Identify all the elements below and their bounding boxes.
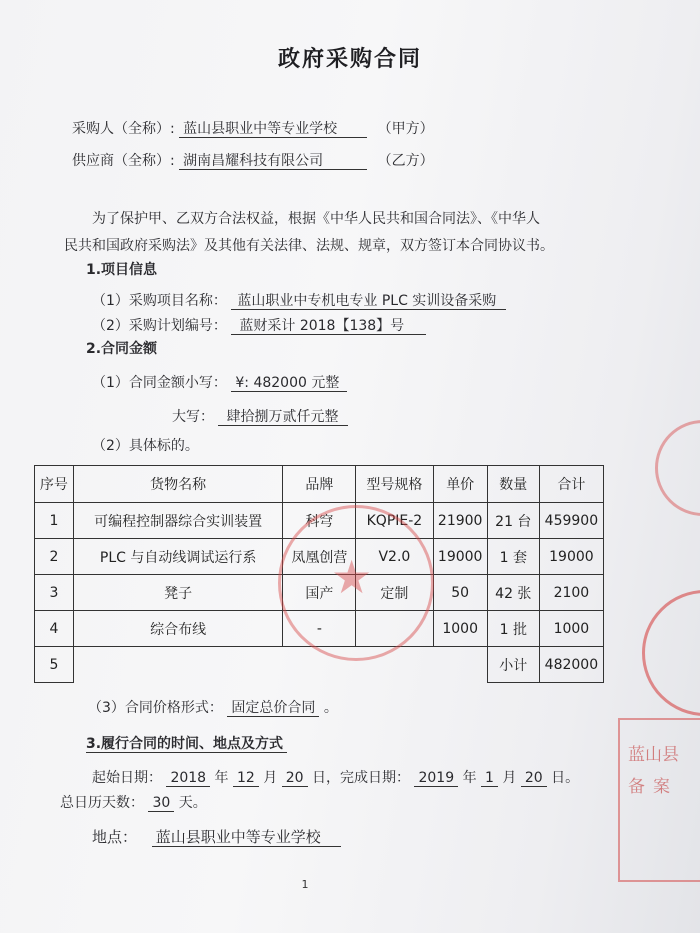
header-cell: 品牌: [283, 466, 356, 503]
price-form-end: 。: [323, 700, 338, 716]
table-cell: 21900: [433, 503, 487, 539]
project-name-value: 蓝山职业中专机电专业 PLC 实训设备采购: [231, 293, 506, 310]
supplier-label: 供应商（全称）:: [72, 153, 175, 169]
table-cell: 19000: [539, 539, 603, 575]
plan-number-label: （2）采购计划编号：: [92, 318, 227, 334]
table-cell: 459900: [539, 503, 603, 539]
table-cell: 3: [35, 575, 74, 611]
supplier-line: [72, 150, 434, 170]
header-cell: 合计: [539, 466, 603, 503]
table-header-row: [35, 466, 604, 503]
end-year: 2019: [414, 770, 458, 787]
header-cell: 数量: [487, 466, 539, 503]
start-day: 20: [282, 770, 308, 787]
table-cell: 2: [35, 539, 74, 575]
buyer-name: 蓝山县职业中等专业学校: [179, 121, 367, 138]
subtotal-value: 482000: [539, 647, 603, 683]
table-cell: 1000: [433, 611, 487, 647]
table-cell: -: [283, 611, 356, 647]
header-cell: 序号: [35, 466, 74, 503]
header-cell: 型号规格: [356, 466, 433, 503]
start-month: 12: [233, 770, 259, 787]
filing-stamp-line-2: 备案: [628, 777, 678, 797]
amount-big-line: [172, 406, 348, 426]
buyer-line: [72, 118, 434, 138]
project-name-line: [92, 290, 506, 310]
intro-line-1: 为了保护甲、乙双方合法权益，根据《中华人民共和国合同法》、《中华人: [92, 211, 540, 227]
start-month-unit: 月: [263, 770, 278, 786]
company-seal: [278, 505, 434, 661]
table-cell: 可编程控制器综合实训装置: [73, 503, 283, 539]
end-day-unit: 日。: [551, 770, 580, 786]
amount-small-label: （1）合同金额小写：: [92, 375, 227, 391]
supplier-name: 湖南昌耀科技有限公司: [179, 153, 367, 170]
table-cell: 4: [35, 611, 74, 647]
total-days-line: [60, 792, 207, 812]
table-cell: 1 批: [487, 611, 539, 647]
section-2-heading: 2.合同金额: [86, 341, 158, 357]
plan-number-line: [92, 315, 426, 335]
header-cell: 单价: [433, 466, 487, 503]
document-title: 政府采购合同: [277, 47, 422, 72]
header-cell: 货物名称: [73, 466, 283, 503]
end-month: 1: [481, 770, 498, 787]
page-number: 1: [301, 878, 309, 891]
table-cell: 2100: [539, 575, 603, 611]
amount-big-value: 肆拾捌万贰仟元整: [218, 409, 348, 426]
detail-label: （2）具体标的。: [92, 438, 199, 454]
place-value: 蓝山县职业中等专业学校: [152, 828, 341, 847]
table-cell: 定制: [356, 575, 433, 611]
table-cell: 21 台: [487, 503, 539, 539]
table-cell: 5: [35, 647, 74, 683]
table-cell: V2.0: [356, 539, 433, 575]
table-cell: 综合布线: [73, 611, 283, 647]
place-line: [92, 826, 341, 847]
dates-line: [92, 767, 579, 787]
start-day-unit: 日，完成日期：: [312, 770, 411, 786]
start-year: 2018: [166, 770, 210, 787]
subtotal-label: 小计: [487, 647, 539, 683]
total-days-unit: 天。: [178, 795, 207, 811]
total-days-value: 30: [148, 795, 174, 812]
price-form-line: [88, 697, 338, 717]
table-cell: 1: [35, 503, 74, 539]
section-1-heading: 1.项目信息: [86, 262, 158, 278]
table-cell: 19000: [433, 539, 487, 575]
price-form-label: （3）合同价格形式：: [88, 700, 223, 716]
end-year-unit: 年: [462, 770, 477, 786]
seal-star-icon: ★: [331, 550, 373, 604]
plan-number-value: 蓝财采计 2018【138】号: [231, 318, 426, 335]
buyer-label: 采购人（全称）:: [72, 121, 175, 137]
table-cell: 凤凰创营: [283, 539, 356, 575]
table-cell: 42 张: [487, 575, 539, 611]
project-name-label: （1）采购项目名称：: [92, 293, 227, 309]
supplier-role: （乙方）: [377, 153, 434, 169]
price-form-value: 固定总价合同: [227, 700, 319, 717]
amount-small-line: [92, 372, 347, 392]
filing-stamp: [618, 718, 700, 882]
section-3-heading-text: 3.履行合同的时间、地点及方式: [86, 736, 287, 753]
table-cell: 国产: [283, 575, 356, 611]
table-cell-empty: [73, 647, 487, 683]
total-days-label: 总日历天数：: [60, 795, 144, 811]
end-month-unit: 月: [502, 770, 517, 786]
start-year-unit: 年: [214, 770, 229, 786]
section-3-heading: [86, 733, 287, 753]
table-cell: 1000: [539, 611, 603, 647]
start-label: 起始日期：: [92, 770, 162, 786]
table-cell: KQPIE-2: [356, 503, 433, 539]
buyer-role: （甲方）: [377, 121, 434, 137]
intro-line-2: 民共和国政府采购法》及其他有关法律、法规、规章，双方签订本合同协议书。: [64, 238, 554, 254]
end-day: 20: [521, 770, 547, 787]
table-cell: 凳子: [73, 575, 283, 611]
table-cell: 50: [433, 575, 487, 611]
amount-small-value: ¥: 482000 元整: [231, 375, 347, 392]
filing-stamp-line-1: 蓝山县: [628, 745, 679, 765]
place-label: 地点：: [92, 828, 138, 846]
amount-big-label: 大写：: [172, 409, 214, 425]
table-cell: 1 套: [487, 539, 539, 575]
table-cell: 科穹: [283, 503, 356, 539]
table-cell: PLC 与自动线调试运行系: [73, 539, 283, 575]
